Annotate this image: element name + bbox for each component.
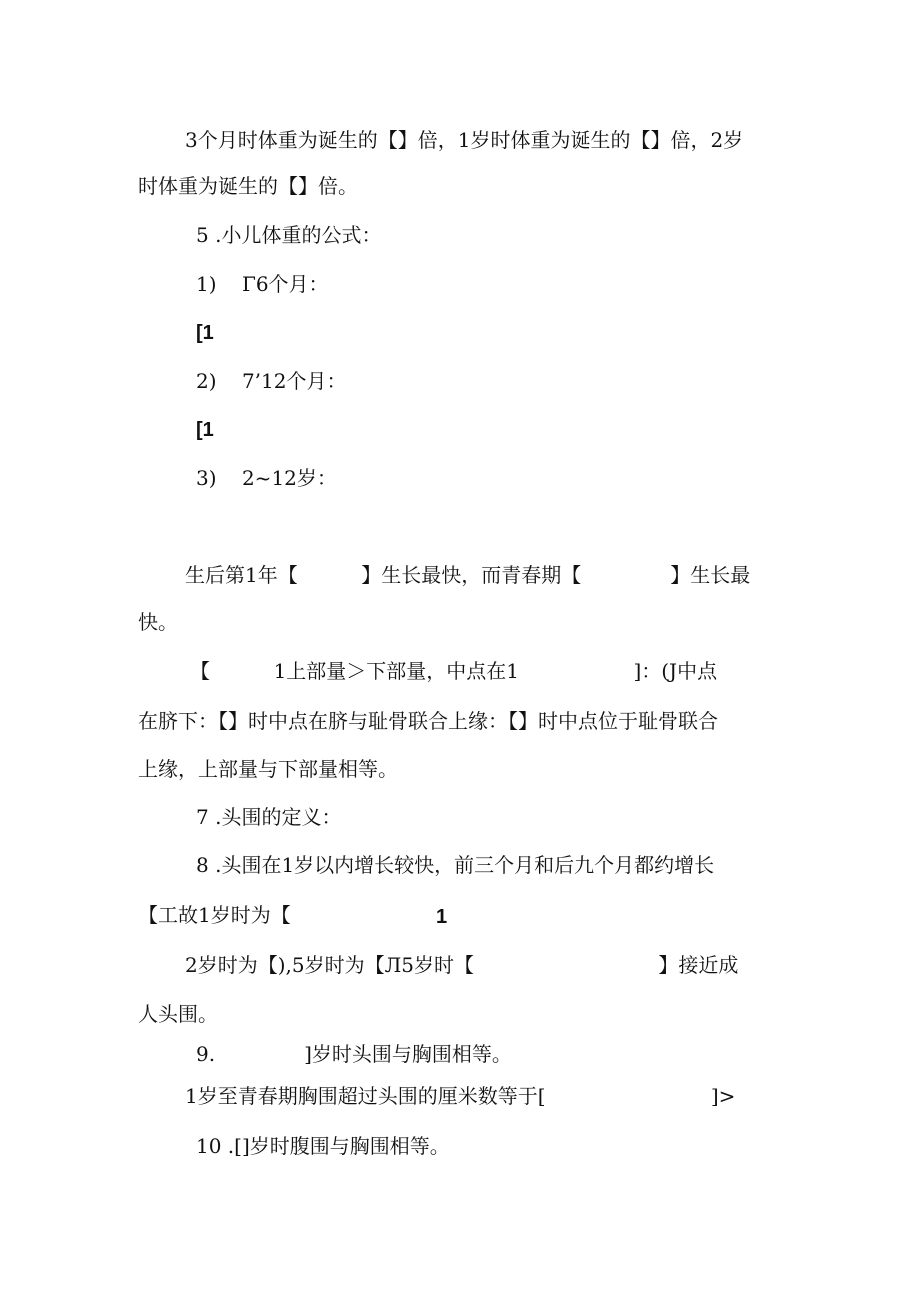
text-line-midpoint-cont: 在脐下：【】时中点在脐与耻骨联合上缘：【】时中点位于耻骨联合 (138, 709, 718, 733)
section-heading-10: 10 .[]岁时腹围与胸围相等。 (196, 1134, 450, 1158)
formula-item-3: 3) 2~12岁： (196, 466, 337, 490)
formula-blank-1: [1 (196, 322, 214, 344)
formula-blank-2: [1 (196, 419, 214, 441)
section-heading-5: 5 .小儿体重的公式： (196, 223, 382, 247)
section-heading-7: 7 .头围的定义： (196, 805, 342, 829)
text-line-midpoint-end: 上缘，上部量与下部量相等。 (138, 757, 398, 781)
text-line-head-1: 【工故1岁时为【 (138, 903, 291, 927)
text-line-1: 3个月时体重为诞生的【】倍，1岁时体重为诞生的【】倍，2岁 (185, 128, 744, 152)
text-line-head-2: 2岁时为【),5岁时为【Л5岁时【 】接近成 (185, 953, 739, 977)
text-line-head-1-value: 1 (436, 906, 448, 928)
formula-item-1: 1) Γ6个月： (196, 272, 329, 296)
text-line-head-2-cont: 人头围。 (138, 1002, 218, 1026)
section-heading-8: 8 .头围在1岁以内增长较快，前三个月和后九个月都约增长 (196, 853, 715, 877)
text-line-growth-cont: 快。 (138, 610, 178, 634)
formula-item-2: 2) 7’12个月： (196, 369, 347, 393)
text-line-2: 时体重为诞生的【】倍。 (138, 174, 358, 198)
section-heading-9: 9. ]岁时头围与胸围相等。 (196, 1042, 512, 1066)
text-line-growth: 生后第1年【 】生长最快，而青春期【 】生长最 (185, 563, 751, 587)
text-line-chest: 1岁至青春期胸围超过头围的厘米数等于[ ]> (185, 1084, 736, 1108)
text-line-midpoint: 【 1上部量＞下部量，中点在1 ]：(J中点 (190, 659, 718, 683)
